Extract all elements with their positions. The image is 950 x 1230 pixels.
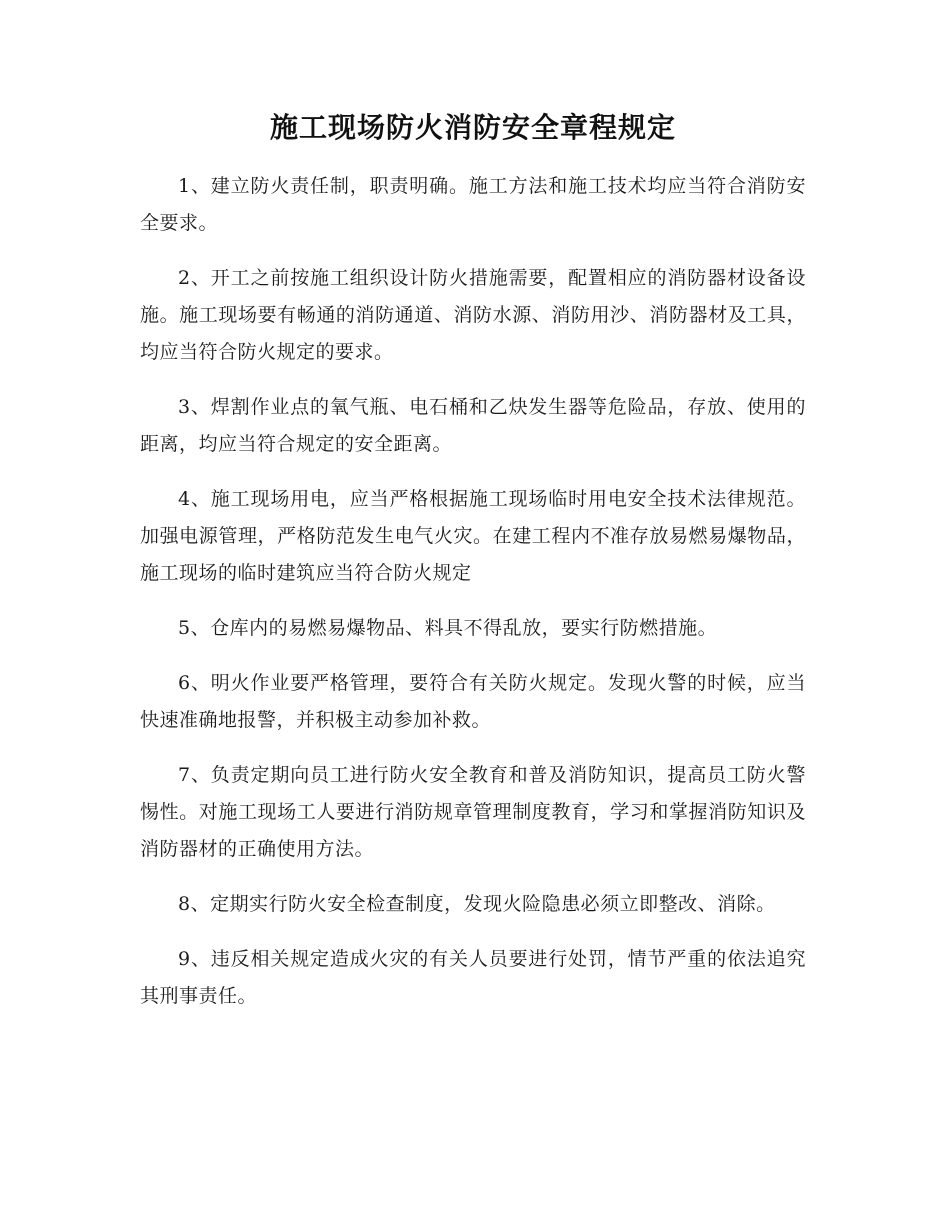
- document-title: 施工现场防火消防安全章程规定: [269, 111, 676, 144]
- clause-9: 9、违反相关规定造成火灾的有关人员要进行处罚，情节严重的依法追究其刑事责任。: [140, 948, 806, 1007]
- clause-3: 3、焊割作业点的氧气瓶、电石桶和乙炔发生器等危险品，存放、使用的距离，均应当符合规定的安全距离。: [140, 396, 806, 455]
- clause-5: 5、仓库内的易燃易爆物品、料具不得乱放，要实行防燃措施。: [178, 617, 718, 639]
- clause-list: [140, 168, 806, 1015]
- clause-6: 6、明火作业要严格管理，要符合有关防火规定。发现火警的时候，应当快速准确地报警，并积极主动参加补救。: [140, 672, 806, 731]
- clause-4: 4、施工现场用电，应当严格根据施工现场临时用电安全技术法律规范。加强电源管理，严格防范发生电气火灾。在建工程内不准存放易燃易爆物品，施工现场的临时建筑应当符合防火规定: [140, 488, 806, 584]
- document-page: [140, 108, 806, 1033]
- clause-8: 8、定期实行防火安全检查制度，发现火险隐患必须立即整改、消除。: [178, 893, 776, 915]
- clause-7: 7、负责定期向员工进行防火安全教育和普及消防知识，提高员工防火警惕性。对施工现场工人要进行消防规章管理制度教育，学习和掌握消防知识及消防器材的正确使用方法。: [140, 764, 806, 860]
- clause-2: 2、开工之前按施工组织设计防火措施需要，配置相应的消防器材设备设施。施工现场要有畅通的消防通道、消防水源、消防用沙、消防器材及工具，均应当符合防火规定的要求。: [140, 267, 806, 363]
- clause-1: 1、建立防火责任制，职责明确。施工方法和施工技术均应当符合消防安全要求。: [140, 175, 806, 234]
